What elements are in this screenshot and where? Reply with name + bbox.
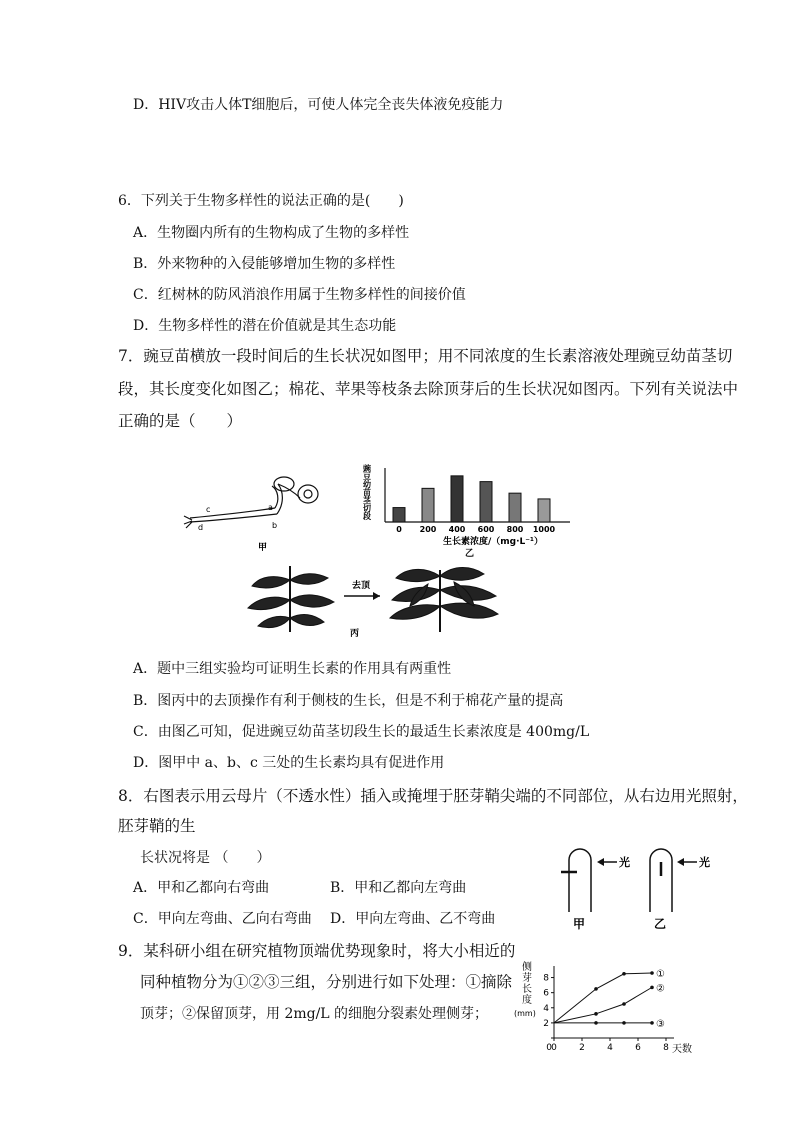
q8-option-c: C．甲向左弯曲、乙向右弯曲 — [133, 911, 312, 927]
q6-option-b: B．外来物种的入侵能够增加生物的多样性 — [133, 256, 396, 272]
seedling-cotyledon — [298, 485, 318, 503]
fig9-point-1 — [650, 971, 654, 975]
q6-option-d: D．生物多样性的潜在价值就是其生态功能 — [133, 318, 397, 334]
q8-stem-line2: 胚芽鞘的生 — [118, 817, 196, 835]
x-tick-200: 200 — [419, 525, 437, 534]
q7-stem-line3: 正确的是（ ） — [118, 412, 243, 430]
fig9-point-3 — [650, 1021, 654, 1025]
fig9-point-1 — [622, 972, 626, 976]
fig9-x-tick-0: 0 — [551, 1043, 557, 1053]
q8-stem-line1: 8．右图表示用云母片（不透水性）插入或掩埋于胚芽鞘尖端的不同部位，从右边用光照射， — [118, 787, 748, 805]
left-plant-leaf — [252, 577, 290, 588]
q7-option-c: C．由图乙可知，促进豌豆幼苗茎切段生长的最适生长素浓度是 400mg/L — [133, 724, 590, 740]
coleoptile-yi — [650, 849, 672, 912]
fig-bing-label: 丙 — [350, 629, 360, 639]
fig9-point-1 — [594, 987, 598, 991]
fig9-point-3 — [594, 1021, 598, 1025]
q7-figure-jia — [180, 470, 330, 555]
q9-stem-line2: 同种植物分为①②③三组，分别进行如下处理：①摘除 — [140, 973, 513, 991]
fig8-label-jia: 甲 — [573, 917, 586, 931]
point-a: a — [268, 503, 273, 512]
q9-figure-line-chart — [508, 960, 713, 1060]
fig9-series-label-2: ② — [656, 983, 665, 995]
light-label-2: 光 — [699, 856, 710, 869]
fig9-ylabel-char: 侧 — [522, 962, 532, 973]
fig-yi-label: 乙 — [465, 549, 475, 559]
q6-stem: 6．下列关于生物多样性的说法正确的是( ) — [118, 193, 404, 209]
coleoptile-jia — [569, 849, 591, 912]
fig9-point-2 — [650, 986, 654, 990]
bar-800 — [509, 493, 521, 522]
q9-stem-line1: 9．某科研小组在研究植物顶端优势现象时，将大小相近的 — [118, 942, 516, 960]
fig9-series-line-1 — [554, 973, 652, 1023]
fig9-x-tick-8: 8 — [663, 1043, 669, 1053]
fig9-y-tick-2: 2 — [543, 1018, 549, 1029]
fig9-ylabel-char: 度 — [522, 995, 532, 1006]
fig9-x-tick-4: 4 — [607, 1043, 613, 1053]
bar-600 — [480, 482, 492, 522]
q7-figure-yi-chart — [355, 460, 595, 559]
x-tick-400: 400 — [448, 525, 466, 534]
bar-200 — [422, 488, 434, 522]
fig9-series-line-2 — [554, 987, 652, 1023]
q7-figure-bing — [240, 560, 530, 645]
fig-jia-label: 甲 — [258, 543, 268, 553]
point-d: d — [198, 523, 204, 532]
fig9-y-tick-6: 6 — [543, 988, 549, 999]
seedling-stem-upper — [190, 508, 275, 518]
fig9-point-2 — [622, 1002, 626, 1006]
q8-figure — [555, 842, 725, 932]
fig9-series-label-1: ① — [656, 969, 665, 981]
q7-option-d: D．图甲中 a、b、c 三处的生长素均具有促进作用 — [133, 755, 445, 771]
q7-option-a: A．题中三组实验均可证明生长素的作用具有两重性 — [133, 661, 452, 677]
fig9-origin-label: 0 — [546, 1043, 552, 1053]
q7-stem-line2: 段，其长度变化如图乙；棉花、苹果等枝条去除顶芽后的生长状况如图丙。下列有关说法中 — [118, 380, 739, 398]
q8-option-b: B．甲和乙都向左弯曲 — [330, 880, 467, 896]
q6-option-c: C．红树林的防风消浪作用属于生物多样性的间接价值 — [133, 287, 466, 303]
q5-option-d: D．HIV攻击人体T细胞后，可使人体完全丧失体液免疫能力 — [133, 97, 504, 113]
x-tick-800: 800 — [506, 525, 524, 534]
q8-option-d: D．甲向左弯曲、乙不弯曲 — [330, 911, 496, 927]
fig9-ylabel-char: 长 — [522, 984, 532, 995]
x-tick-0: 0 — [396, 525, 402, 534]
q9-stem-line3: 顶芽；②保留顶芽，用 2mg/L 的细胞分裂素处理侧芽； — [140, 1006, 489, 1022]
seedling-leaf — [274, 477, 294, 491]
fig9-yunit: (mm) — [514, 1009, 536, 1018]
fig-yi-ylabel: 豌豆幼苗茎切段 — [362, 464, 372, 520]
fig9-point-3 — [622, 1021, 626, 1025]
fig9-x-tick-2: 2 — [579, 1043, 585, 1053]
bar-0 — [393, 508, 405, 522]
q7-option-b: B．图丙中的去顶操作有利于侧枝的生长，但是不利于棉花产量的提高 — [133, 693, 564, 709]
fig9-y-tick-8: 8 — [543, 973, 549, 984]
seedling-stem-lower — [190, 514, 277, 522]
fig9-x-tick-6: 6 — [635, 1043, 641, 1053]
fig-bing-arrow-label: 去顶 — [352, 581, 371, 591]
bar-400 — [451, 476, 463, 522]
fig8-label-yi: 乙 — [654, 917, 667, 931]
fig9-series-label-3: ③ — [656, 1018, 665, 1030]
q6-option-a: A．生物圈内所有的生物构成了生物的多样性 — [133, 225, 410, 241]
point-b: b — [272, 521, 278, 530]
fig9-point-2 — [594, 1012, 598, 1016]
bar-1000 — [538, 499, 550, 522]
x-tick-1000: 1000 — [532, 525, 556, 534]
q8-stem-line3: 长状况将是 （ ） — [140, 850, 271, 866]
point-c: c — [206, 505, 211, 514]
fig-yi-xlabel: 生长素浓度/（mg·L⁻¹） — [443, 537, 543, 547]
fig9-ylabel-char: 芽 — [522, 973, 532, 984]
fig9-y-tick-4: 4 — [543, 1003, 549, 1014]
q8-option-a: A．甲和乙都向右弯曲 — [133, 880, 270, 896]
q7-stem-line1: 7．豌豆苗横放一段时间后的生长状况如图甲；用不同浓度的生长素溶液处理豌豆幼苗茎切 — [118, 347, 733, 365]
x-tick-600: 600 — [477, 525, 495, 534]
light-label-1: 光 — [619, 856, 630, 869]
fig9-xlabel: 天数 — [672, 1044, 692, 1055]
